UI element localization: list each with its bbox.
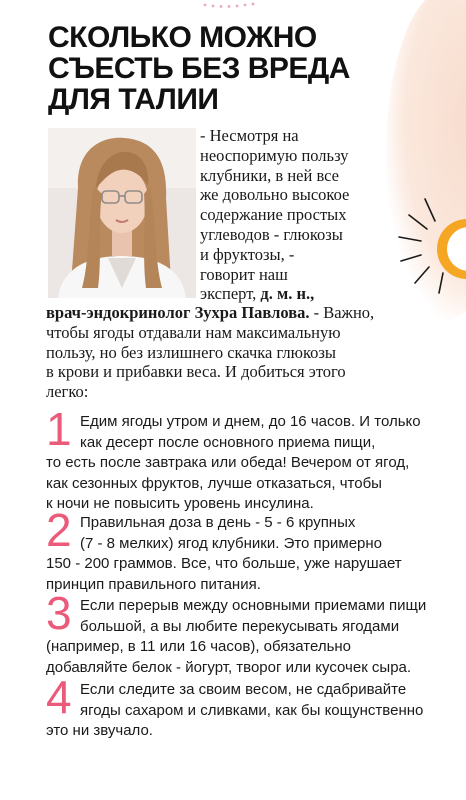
tip-line: большой, а вы любите перекусывать ягодами [80, 617, 400, 635]
expert-rest: - Важно, [309, 303, 375, 322]
tip-number: 3 [46, 587, 72, 639]
tip-number: 4 [46, 671, 72, 723]
tip-line: принцип правильного питания. [46, 575, 261, 593]
intro-line [200, 284, 410, 304]
expert-portrait [48, 128, 196, 298]
para-line: чтобы ягоды отдавали нам максимальную [46, 322, 341, 342]
expert-name: врач-эндокринолог Зухра Павлова. [46, 303, 310, 322]
tip-line: Если следите за своим весом, не сдабривайте [80, 681, 407, 698]
intro-line: неоспоримую пользу [200, 145, 349, 165]
intro-line-prefix: эксперт, [200, 284, 261, 304]
tip-line: Если перерыв между основными приемами пищи [80, 597, 427, 614]
para-line: пользу, но без излишнего скачка глюкозы [46, 342, 336, 362]
title-line: СКОЛЬКО МОЖНО [48, 21, 317, 54]
sun-icon [395, 195, 466, 295]
tip-line: то есть после завтрака или обеда! Вечером от ягод, [46, 454, 410, 471]
tip-line: ягоды сахаром и сливками, как бы кощунственно [80, 701, 424, 719]
tip-line: 150 - 200 граммов. Все, что больше, уже нарушает [46, 555, 402, 572]
main-paragraph [46, 303, 456, 402]
tip-line: (например, в 11 или 16 часов), обязательно [46, 638, 352, 655]
tip-line: как сезонных фруктов, лучше отказаться, чтобы [46, 474, 382, 492]
tip-number: 1 [46, 403, 72, 455]
para-line: в крови и прибавки веса. И добиться этого [46, 362, 346, 382]
tip-number: 2 [46, 504, 72, 556]
tip-line: как десерт после основного приема пищи, [80, 433, 376, 451]
intro-line: содержание простых [200, 205, 347, 225]
intro-line: углеводов - глюкозы [200, 224, 343, 244]
intro-line: говорит наш [200, 264, 288, 284]
expert-degree: д. м. н., [260, 284, 315, 304]
tip-item-3 [46, 587, 461, 678]
tip-line: к ночи не повысить уровень инсулина. [46, 495, 314, 512]
title-line: СЪЕСТЬ БЕЗ ВРЕДА [48, 52, 350, 85]
tip-item-1 [46, 403, 461, 515]
intro-text [200, 126, 410, 304]
para-line: легко: [46, 382, 89, 402]
article-title [48, 22, 368, 115]
intro-line: же довольно высокое [200, 185, 350, 205]
para-line [46, 303, 456, 323]
tip-line: добавляйте белок - йогурт, творог или кусочек сыра. [46, 658, 412, 676]
dotted-decoration [200, 0, 320, 12]
tip-line: Едим ягоды утром и днем, до 16 часов. И только [80, 413, 421, 430]
tip-line: Правильная доза в день - 5 - 6 крупных [80, 514, 356, 531]
tip-line: (7 - 8 мелких) ягод клубники. Это примерно [80, 534, 383, 552]
title-line: ДЛЯ ТАЛИИ [48, 83, 219, 116]
intro-line: и фруктозы, - [200, 244, 295, 264]
tip-item-2 [46, 504, 461, 595]
intro-line: клубники, в ней все [200, 165, 340, 185]
tip-item-4 [46, 671, 461, 742]
intro-line: - Несмотря на [200, 126, 299, 145]
tip-line: это ни звучало. [46, 722, 153, 739]
